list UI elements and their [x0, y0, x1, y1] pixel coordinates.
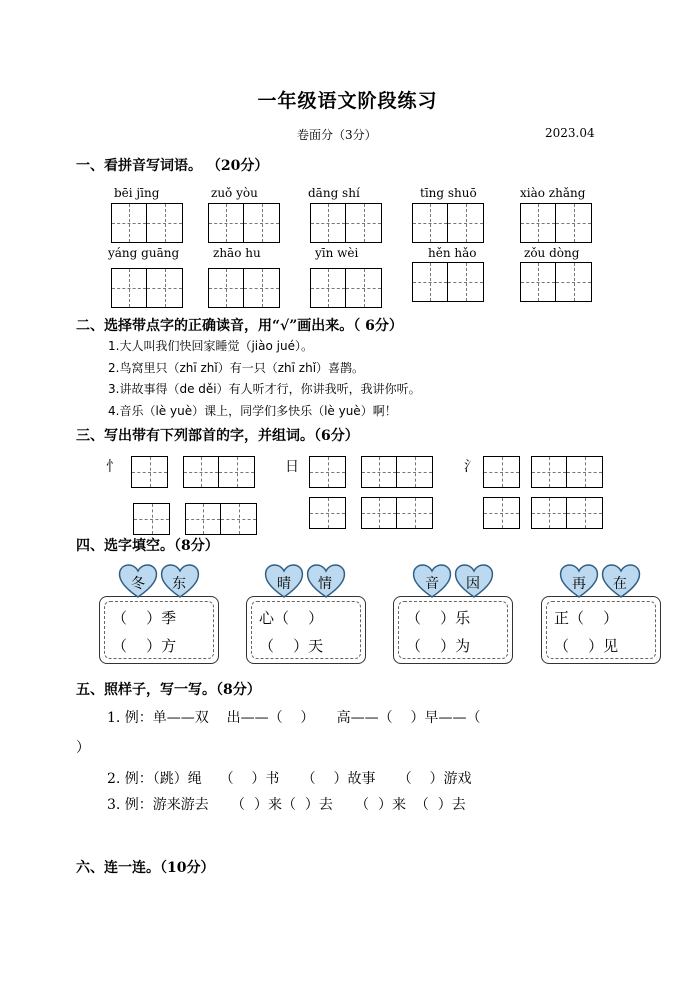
pinyin-label: bēi jīng: [114, 186, 160, 200]
writing-grid[interactable]: [361, 456, 433, 488]
pinyin-label: zhāo hu: [213, 246, 261, 260]
writing-grid[interactable]: [309, 456, 346, 488]
heart-icon: [116, 562, 202, 600]
radical-label: 氵: [464, 459, 478, 475]
section3-heading: 三、写出带有下列部首的字，并组词。（6分）: [76, 428, 359, 444]
fill-line[interactable]: （ ）见: [554, 637, 619, 655]
fill-line[interactable]: （ ）季: [112, 609, 177, 627]
section1-heading: 一、看拼音写词语。 （20分）: [76, 158, 269, 174]
writing-grid[interactable]: [412, 203, 484, 243]
writing-grid[interactable]: [131, 456, 168, 488]
writing-grid[interactable]: [310, 268, 382, 308]
pinyin-label: xiào zhǎng: [520, 186, 586, 200]
pinyin-label: hěn hǎo: [428, 246, 477, 260]
pinyin-label: zǒu dòng: [524, 246, 580, 260]
pinyin-label: yáng guāng: [108, 246, 180, 260]
writing-grid[interactable]: [133, 503, 170, 535]
heart-icon: [262, 562, 348, 600]
fill-line[interactable]: 正（ ）: [554, 609, 619, 627]
heart-icon: [410, 562, 496, 600]
pinyin-label: tīng shuō: [420, 186, 477, 200]
question-line: 2.鸟窝里只（zhī zhǐ）有一只（zhī zhǐ）喜鹊。: [108, 361, 365, 375]
exercise-line-continued: ）: [76, 740, 90, 756]
writing-grid[interactable]: [111, 203, 183, 243]
fill-card: [99, 596, 219, 664]
writing-grid[interactable]: [309, 497, 346, 529]
writing-grid[interactable]: [531, 456, 603, 488]
radical-label: 日: [285, 459, 299, 475]
writing-grid[interactable]: [483, 456, 520, 488]
pinyin-label: zuǒ yòu: [211, 186, 258, 200]
choice-char: 再: [572, 576, 586, 592]
writing-grid[interactable]: [483, 497, 520, 529]
writing-grid[interactable]: [208, 268, 280, 308]
choice-char: 晴: [277, 576, 291, 592]
choice-char: 情: [318, 576, 332, 592]
section5-heading: 五、照样子，写一写。（8分）: [76, 682, 261, 698]
question-line: 1.大人叫我们快回家睡觉（jiào jué）。: [108, 339, 313, 353]
fill-line[interactable]: 心（ ）: [259, 609, 324, 627]
choice-char: 音: [425, 576, 439, 592]
writing-grid[interactable]: [183, 456, 255, 488]
choice-char: 在: [613, 576, 627, 592]
page-title: 一年级语文阶段练习: [257, 90, 438, 112]
writing-grid[interactable]: [531, 497, 603, 529]
writing-grid[interactable]: [412, 262, 484, 302]
writing-grid[interactable]: [520, 262, 592, 302]
section4-heading: 四、选字填空。（8分）: [76, 538, 219, 554]
fill-line[interactable]: （ ）天: [259, 637, 324, 655]
choice-char: 东: [172, 576, 186, 592]
question-line: 3.讲故事得（de děi）有人听才行，你讲我听，我讲你听。: [108, 382, 421, 396]
radical-label: 忄: [106, 459, 120, 475]
choice-char: 因: [466, 576, 480, 592]
writing-grid[interactable]: [185, 503, 257, 535]
pinyin-label: yīn wèi: [315, 246, 359, 260]
writing-grid[interactable]: [310, 203, 382, 243]
choice-char: 冬: [131, 576, 145, 592]
exercise-line[interactable]: 3. 例：游来游去 （ ）来（ ）去 （ ）来 （ ）去: [107, 797, 466, 813]
exercise-line[interactable]: 2. 例：（跳）绳 （ ）书 （ ）故事 （ ）游戏: [107, 771, 472, 787]
writing-grid[interactable]: [361, 497, 433, 529]
fill-line[interactable]: （ ）方: [112, 637, 177, 655]
question-line: 4.音乐（lè yuè）课上，同学们多快乐（lè yuè）啊！: [108, 404, 397, 418]
fill-card: [246, 596, 366, 664]
heart-icon: [557, 562, 643, 600]
subtitle: 卷面分（3分）: [297, 128, 377, 142]
writing-grid[interactable]: [208, 203, 280, 243]
section2-heading: 二、选择带点字的正确读音，用“√”画出来。（ 6分）: [76, 318, 403, 334]
pinyin-label: dāng shí: [308, 186, 360, 200]
writing-grid[interactable]: [520, 203, 592, 243]
exam-date: 2023.04: [545, 126, 595, 140]
section6-heading: 六、连一连。（10分）: [76, 860, 215, 876]
exercise-line[interactable]: 1. 例：单——双 出——（ ） 高——（ ）早——（: [107, 710, 481, 726]
fill-line[interactable]: （ ）乐: [406, 609, 471, 627]
fill-line[interactable]: （ ）为: [406, 637, 471, 655]
fill-card: [393, 596, 513, 664]
writing-grid[interactable]: [111, 268, 183, 308]
fill-card: [541, 596, 661, 664]
